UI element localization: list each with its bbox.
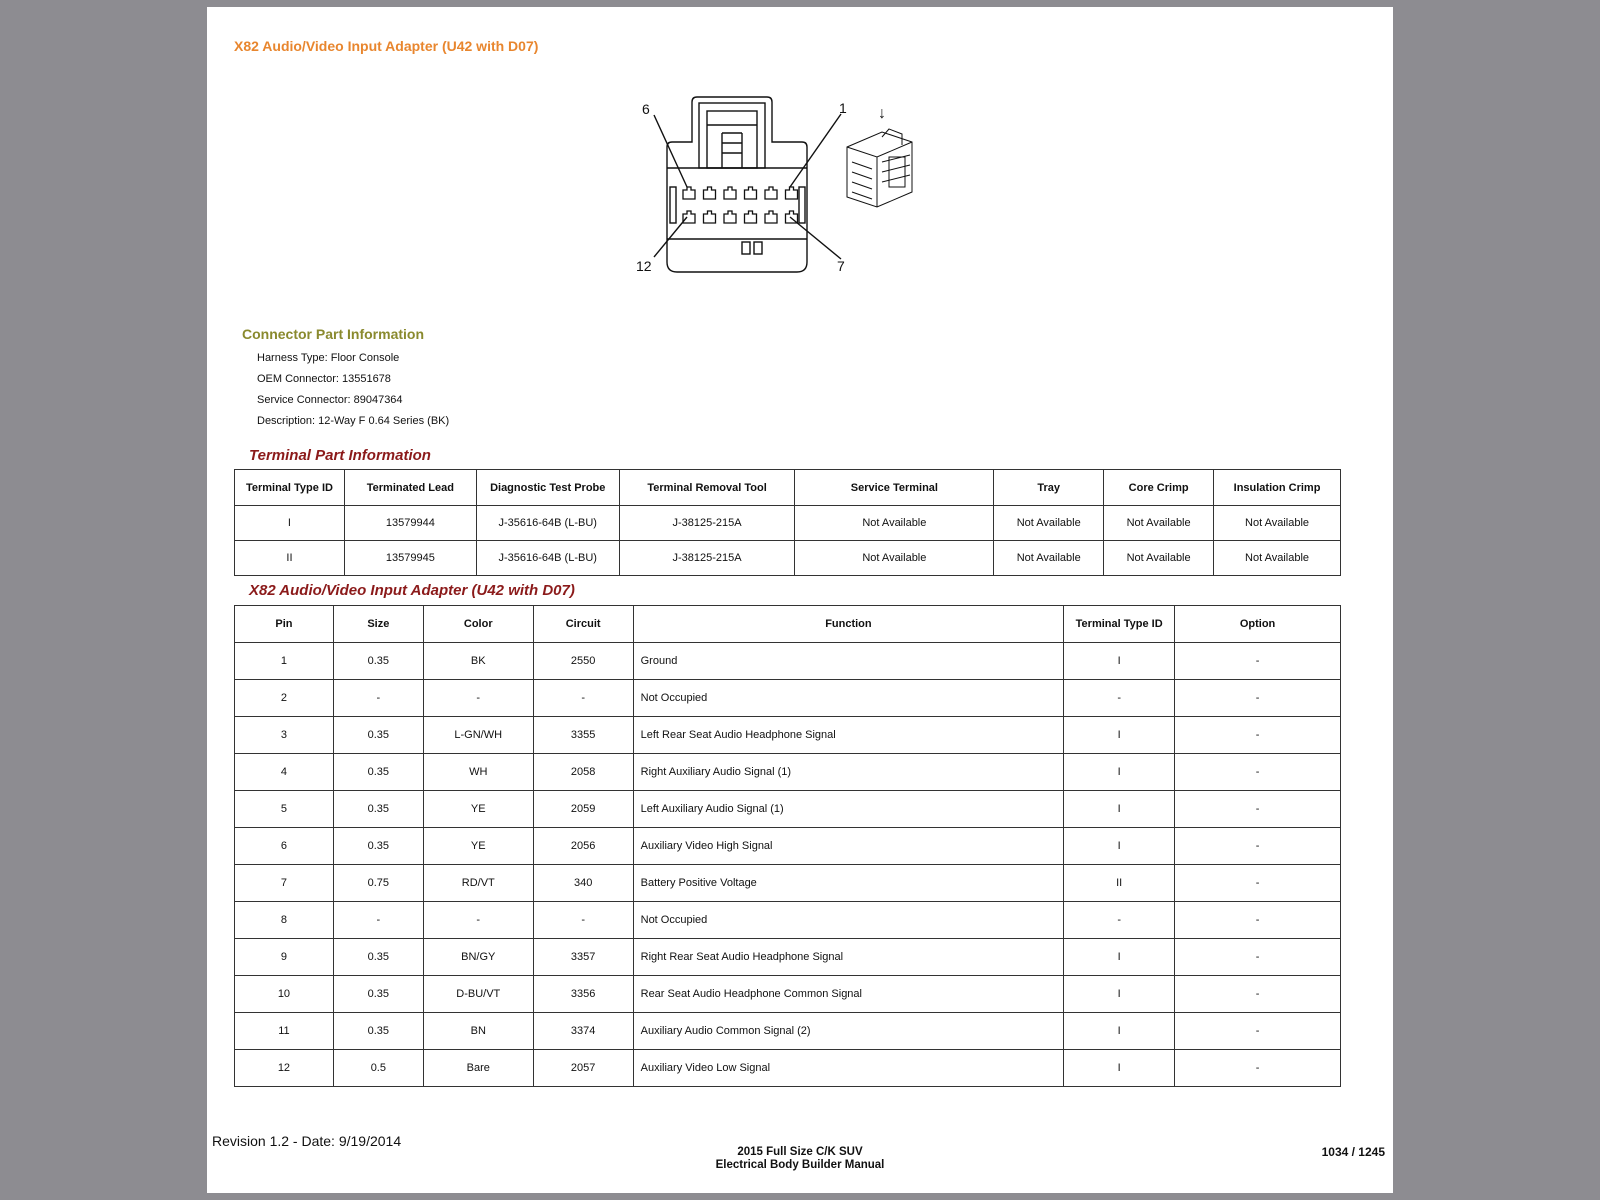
- pin-row: [235, 1013, 1341, 1050]
- pin-cell: I: [1064, 976, 1175, 1013]
- pin-table: [234, 605, 1341, 1087]
- pin-cell: 340: [533, 865, 633, 902]
- pin-cell: I: [1064, 791, 1175, 828]
- pin-row: [235, 902, 1341, 939]
- connector-cavity: [765, 187, 777, 199]
- terminal-cell: Not Available: [795, 541, 994, 576]
- manual-title-line1: 2015 Full Size C/K SUV: [737, 1146, 863, 1158]
- arrow-down-icon: ↓: [878, 105, 886, 122]
- terminal-cell: J-35616-64B (L-BU): [476, 541, 619, 576]
- terminal-cell: Not Available: [1104, 541, 1214, 576]
- pin-row: [235, 865, 1341, 902]
- pin-cell: -: [1175, 1050, 1341, 1087]
- pin-cell: 1: [235, 643, 334, 680]
- pin-cell: 10: [235, 976, 334, 1013]
- pin-cell: RD/VT: [423, 865, 533, 902]
- terminal-info-table: [234, 469, 1341, 576]
- connector-cavity: [724, 187, 736, 199]
- pin-cell: -: [1175, 643, 1341, 680]
- pin-cell: Left Rear Seat Audio Headphone Signal: [633, 717, 1064, 754]
- document-page: [207, 7, 1393, 1193]
- manual-title-line2: Electrical Body Builder Manual: [715, 1159, 885, 1171]
- pin-cell: -: [423, 680, 533, 717]
- pin-cell: -: [533, 902, 633, 939]
- col-pin: Pin: [235, 606, 334, 643]
- harness-type-line: Harness Type: Floor Console: [257, 352, 400, 364]
- pin-label-12: 12: [636, 258, 652, 274]
- pin-cell: BK: [423, 643, 533, 680]
- pin-cell: II: [1064, 865, 1175, 902]
- pin-cell: -: [1175, 976, 1341, 1013]
- pin-cell: 0.35: [333, 976, 423, 1013]
- oem-connector-line: OEM Connector: 13551678: [257, 373, 391, 385]
- pin-cell: 12: [235, 1050, 334, 1087]
- pin-cell: 2: [235, 680, 334, 717]
- pin-table-heading: X82 Audio/Video Input Adapter (U42 with D07): [249, 582, 575, 599]
- pin-row: [235, 976, 1341, 1013]
- pin-cell: 9: [235, 939, 334, 976]
- col-service-terminal: Service Terminal: [795, 470, 994, 506]
- pin-row: [235, 754, 1341, 791]
- connector-cavity: [745, 187, 757, 199]
- col-function: Function: [633, 606, 1064, 643]
- pin-cell: Rear Seat Audio Headphone Common Signal: [633, 976, 1064, 1013]
- terminal-cell: 13579945: [344, 541, 476, 576]
- pin-cell: I: [1064, 754, 1175, 791]
- pin-cell: 3: [235, 717, 334, 754]
- pin-cell: 0.5: [333, 1050, 423, 1087]
- pin-cell: -: [1175, 828, 1341, 865]
- pin-cell: YE: [423, 828, 533, 865]
- pin-cell: -: [333, 902, 423, 939]
- pin-cell: -: [533, 680, 633, 717]
- pin-cell: -: [1175, 865, 1341, 902]
- pin-cell: 2057: [533, 1050, 633, 1087]
- pin-cell: -: [1064, 680, 1175, 717]
- pin-cell: 11: [235, 1013, 334, 1050]
- connector-cavity: [704, 211, 716, 223]
- pin-cell: 7: [235, 865, 334, 902]
- terminal-info-heading: Terminal Part Information: [249, 447, 431, 464]
- pin-cell: 8: [235, 902, 334, 939]
- terminal-cell: Not Available: [994, 541, 1104, 576]
- pin-cell: 2550: [533, 643, 633, 680]
- connector-cavity: [745, 211, 757, 223]
- col-size: Size: [333, 606, 423, 643]
- pin-cell: YE: [423, 791, 533, 828]
- pin-cell: Ground: [633, 643, 1064, 680]
- pin-row: [235, 643, 1341, 680]
- pin-label-6: 6: [642, 101, 650, 117]
- pin-cell: 0.35: [333, 1013, 423, 1050]
- terminal-cell: Not Available: [1214, 541, 1341, 576]
- terminal-cell: J-38125-215A: [619, 541, 795, 576]
- pin-cell: 4: [235, 754, 334, 791]
- pin-cell: Not Occupied: [633, 680, 1064, 717]
- pin-cell: I: [1064, 828, 1175, 865]
- pin-cell: I: [1064, 717, 1175, 754]
- pin-cell: -: [423, 902, 533, 939]
- service-connector-line: Service Connector: 89047364: [257, 394, 403, 406]
- pin-row: [235, 791, 1341, 828]
- pin-cell: -: [1175, 1013, 1341, 1050]
- page-number: 1034 / 1245: [1321, 1145, 1385, 1159]
- pin-cell: 0.35: [333, 754, 423, 791]
- terminal-cell: J-38125-215A: [619, 506, 795, 541]
- pin-cell: -: [1175, 754, 1341, 791]
- col-diagnostic-test-probe: Diagnostic Test Probe: [476, 470, 619, 506]
- pin-cell: Auxiliary Audio Common Signal (2): [633, 1013, 1064, 1050]
- pin-row: [235, 828, 1341, 865]
- pin-cell: 3357: [533, 939, 633, 976]
- connector-info-heading: Connector Part Information: [242, 326, 425, 342]
- pin-cell: Battery Positive Voltage: [633, 865, 1064, 902]
- pin-cell: 5: [235, 791, 334, 828]
- pin-cell: 2056: [533, 828, 633, 865]
- pin-cell: 0.35: [333, 643, 423, 680]
- connector-3d-icon: [847, 129, 912, 207]
- pin-header-row: [235, 606, 1341, 643]
- terminal-cell: II: [235, 541, 345, 576]
- terminal-row: [235, 506, 1341, 541]
- terminal-cell: 13579944: [344, 506, 476, 541]
- col-circuit: Circuit: [533, 606, 633, 643]
- pin-cell: I: [1064, 643, 1175, 680]
- col-terminal-removal-tool: Terminal Removal Tool: [619, 470, 795, 506]
- pin-label-7: 7: [837, 258, 845, 274]
- col-insulation-crimp: Insulation Crimp: [1214, 470, 1341, 506]
- pin-cell: -: [333, 680, 423, 717]
- pin-cell: 3355: [533, 717, 633, 754]
- col-terminated-lead: Terminated Lead: [344, 470, 476, 506]
- pin-row: [235, 717, 1341, 754]
- pin-cell: -: [1064, 902, 1175, 939]
- terminal-cell: Not Available: [1104, 506, 1214, 541]
- pin-cell: 0.35: [333, 828, 423, 865]
- connector-cavity: [786, 187, 798, 199]
- connector-diagram: [627, 87, 947, 287]
- pin-cell: 3374: [533, 1013, 633, 1050]
- pin-cell: Right Rear Seat Audio Headphone Signal: [633, 939, 1064, 976]
- pin-cell: Not Occupied: [633, 902, 1064, 939]
- pin-row: [235, 1050, 1341, 1087]
- pin-cell: -: [1175, 717, 1341, 754]
- pin-cell: 0.75: [333, 865, 423, 902]
- col-core-crimp: Core Crimp: [1104, 470, 1214, 506]
- terminal-cell: Not Available: [994, 506, 1104, 541]
- terminal-cell: J-35616-64B (L-BU): [476, 506, 619, 541]
- pin-cell: BN: [423, 1013, 533, 1050]
- pin-cell: 0.35: [333, 717, 423, 754]
- col-option: Option: [1175, 606, 1341, 643]
- pin-cell: D-BU/VT: [423, 976, 533, 1013]
- pin-label-1: 1: [839, 100, 847, 116]
- description-line: Description: 12-Way F 0.64 Series (BK): [257, 415, 450, 427]
- pin-cell: 0.35: [333, 791, 423, 828]
- col-terminal-type-id: Terminal Type ID: [1064, 606, 1175, 643]
- connector-cavity: [765, 211, 777, 223]
- pin-cell: L-GN/WH: [423, 717, 533, 754]
- connector-cavity: [704, 187, 716, 199]
- pin-cell: I: [1064, 939, 1175, 976]
- terminal-cell: I: [235, 506, 345, 541]
- pin-row: [235, 680, 1341, 717]
- pin-cell: Auxiliary Video High Signal: [633, 828, 1064, 865]
- pin-cell: Auxiliary Video Low Signal: [633, 1050, 1064, 1087]
- pin-cell: I: [1064, 1013, 1175, 1050]
- col-tray: Tray: [994, 470, 1104, 506]
- pin-cell: -: [1175, 680, 1341, 717]
- pin-cell: WH: [423, 754, 533, 791]
- pin-cell: 6: [235, 828, 334, 865]
- terminal-header-row: [235, 470, 1341, 506]
- col-terminal-type-id: Terminal Type ID: [235, 470, 345, 506]
- terminal-cell: Not Available: [795, 506, 994, 541]
- document-title: X82 Audio/Video Input Adapter (U42 with D07): [234, 38, 539, 54]
- terminal-row: [235, 541, 1341, 576]
- pin-cell: Right Auxiliary Audio Signal (1): [633, 754, 1064, 791]
- col-color: Color: [423, 606, 533, 643]
- manual-title: [207, 1146, 1393, 1172]
- pin-row: [235, 939, 1341, 976]
- connector-cavity: [724, 211, 736, 223]
- revision-date: Revision 1.2 - Date: 9/19/2014: [212, 1133, 402, 1149]
- terminal-cell: Not Available: [1214, 506, 1341, 541]
- connector-cavity: [683, 211, 695, 223]
- pin-cell: BN/GY: [423, 939, 533, 976]
- pin-cell: 2058: [533, 754, 633, 791]
- pin-cell: -: [1175, 902, 1341, 939]
- pin-cell: 0.35: [333, 939, 423, 976]
- pin-cell: -: [1175, 939, 1341, 976]
- connector-cavity: [683, 187, 695, 199]
- pin-cell: Left Auxiliary Audio Signal (1): [633, 791, 1064, 828]
- pin-cell: I: [1064, 1050, 1175, 1087]
- pin-cell: 3356: [533, 976, 633, 1013]
- pin-cell: -: [1175, 791, 1341, 828]
- pin-cell: Bare: [423, 1050, 533, 1087]
- pin-cell: 2059: [533, 791, 633, 828]
